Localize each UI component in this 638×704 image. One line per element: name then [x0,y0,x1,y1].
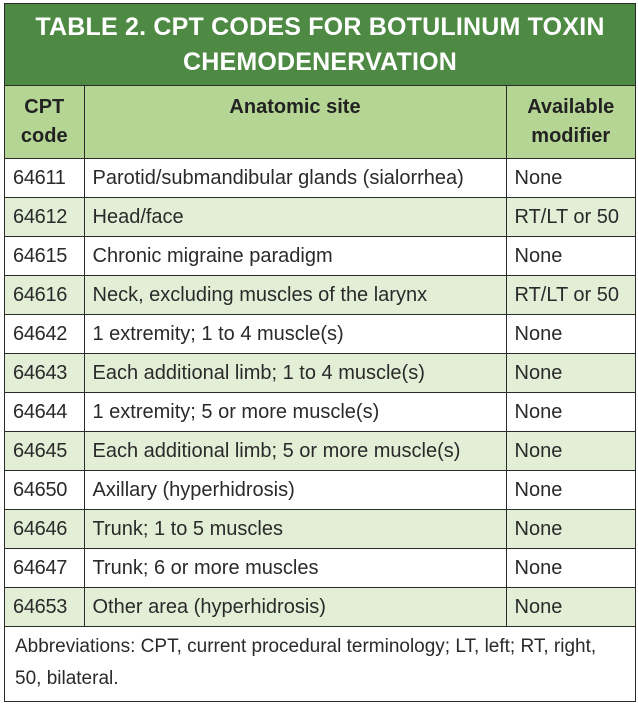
codes-table [5,86,635,627]
anatomic-site-cell: Each additional limb; 1 to 4 muscle(s) [84,354,506,393]
anatomic-site-cell: Head/face [84,198,506,237]
table-title-line2: CHEMODENERVATION [182,48,458,76]
anatomic-site-cell: 1 extremity; 5 or more muscle(s) [84,393,506,432]
table-row [5,237,635,276]
table-row [5,588,635,627]
modifier-cell: None [506,393,635,432]
modifier-cell: None [506,354,635,393]
cpt-code-cell: 64653 [5,588,84,627]
header-cpt-code-line1: CPT [24,96,65,118]
table-row [5,354,635,393]
anatomic-site-cell: 1 extremity; 1 to 4 muscle(s) [84,315,506,354]
cpt-code-cell: 64643 [5,354,84,393]
cpt-code-cell: 64611 [5,159,84,198]
cpt-code-cell: 64647 [5,549,84,588]
cpt-code-cell: 64612 [5,198,84,237]
modifier-cell: None [506,588,635,627]
header-row [5,86,635,159]
table-row [5,432,635,471]
table-title-line1: TABLE 2. CPT CODES FOR BOTULINUM TOXIN [35,13,605,41]
cpt-code-cell: 64642 [5,315,84,354]
anatomic-site-cell: Neck, excluding muscles of the larynx [84,276,506,315]
header-anatomic-site: Anatomic site [84,86,506,159]
modifier-cell: None [506,315,635,354]
anatomic-site-cell: Axillary (hyperhidrosis) [84,471,506,510]
anatomic-site-cell: Trunk; 6 or more muscles [84,549,506,588]
modifier-cell: RT/LT or 50 [506,276,635,315]
anatomic-site-cell: Each additional limb; 5 or more muscle(s) [84,432,506,471]
header-available-modifier [506,86,635,159]
modifier-cell: None [506,549,635,588]
table-title [5,4,635,86]
modifier-cell: None [506,510,635,549]
header-modifier-line2: modifier [531,125,611,147]
table-row [5,198,635,237]
header-modifier-line1: Available [527,96,615,118]
modifier-cell: RT/LT or 50 [506,198,635,237]
header-cpt-code-line2: code [20,125,68,147]
cpt-code-cell: 64615 [5,237,84,276]
cpt-code-cell: 64616 [5,276,84,315]
header-cpt-code [5,86,84,159]
cpt-code-cell: 64644 [5,393,84,432]
cpt-code-cell: 64650 [5,471,84,510]
abbreviations-footnote: Abbreviations: CPT, current procedural terminology; LT, left; RT, right, 50, bilateral. [15,636,597,689]
modifier-cell: None [506,159,635,198]
cpt-code-cell: 64646 [5,510,84,549]
table-row [5,549,635,588]
modifier-cell: None [506,237,635,276]
modifier-cell: None [506,432,635,471]
table-row [5,471,635,510]
anatomic-site-cell: Chronic migraine paradigm [84,237,506,276]
table-row [5,315,635,354]
anatomic-site-cell: Other area (hyperhidrosis) [84,588,506,627]
cpt-code-cell: 64645 [5,432,84,471]
table-row [5,159,635,198]
cpt-codes-table [4,3,636,702]
table-row [5,510,635,549]
table-row [5,393,635,432]
anatomic-site-cell: Parotid/submandibular glands (sialorrhea) [84,159,506,198]
anatomic-site-cell: Trunk; 1 to 5 muscles [84,510,506,549]
table-row [5,276,635,315]
modifier-cell: None [506,471,635,510]
